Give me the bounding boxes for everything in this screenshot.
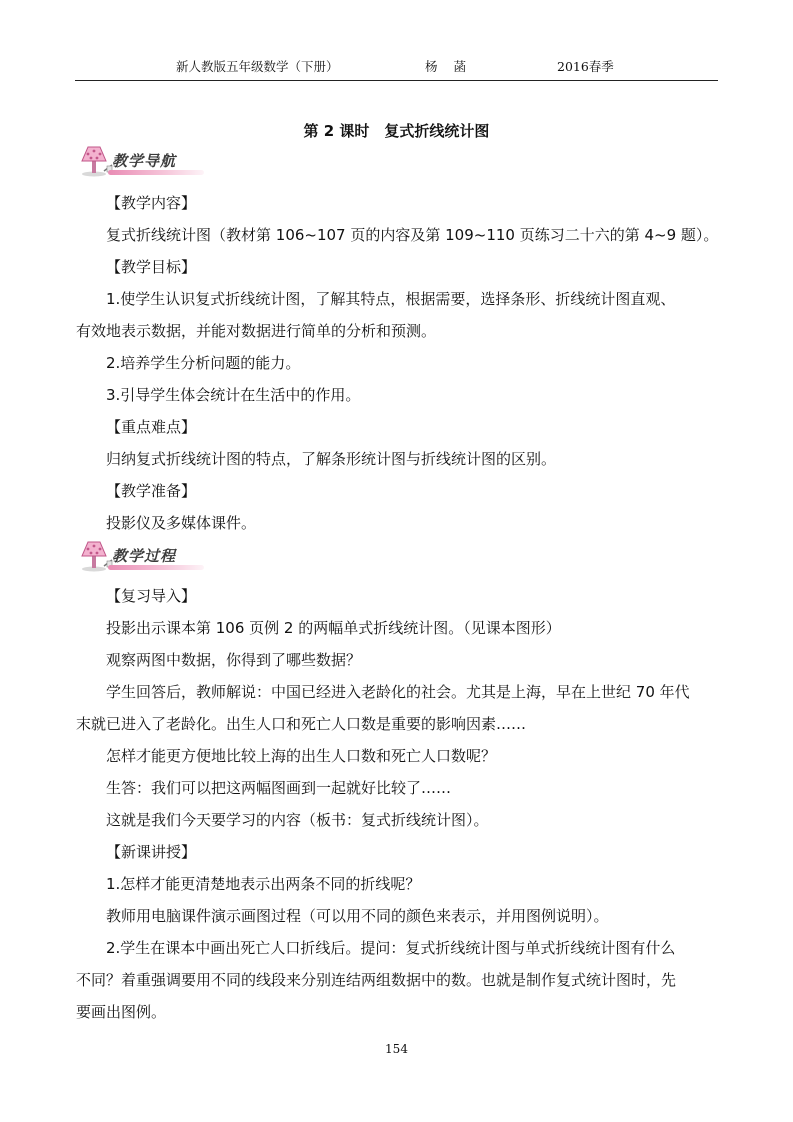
section-teaching-process: [76, 580, 726, 1028]
heading-new-lesson: 【新课讲授】: [106, 843, 197, 861]
banner-label: 教学过程: [112, 547, 177, 565]
paragraph: 怎样才能更方便地比较上海的出生人口数和死亡人口数呢？: [106, 747, 497, 765]
page-number: 154: [385, 1042, 408, 1056]
heading-review-intro: 【复习导入】: [106, 587, 197, 605]
paragraph: 1.怎样才能更清楚地表示出两条不同的折线呢？: [106, 875, 421, 893]
teaching-process-banner: [74, 538, 204, 572]
paragraph: 投影出示课本第 106 页例 2 的两幅单式折线统计图。（见课本图形）: [106, 619, 561, 637]
teaching-guide-banner: [74, 143, 204, 177]
heading-teaching-objectives: 【教学目标】: [106, 258, 197, 276]
paragraph: 学生回答后，教师解说：中国已经进入老龄化的社会。尤其是上海，早在上世纪 70 年代: [106, 683, 690, 701]
page-header: [0, 57, 793, 77]
paragraph: 要画出图例。: [76, 1003, 167, 1021]
paragraph: 这就是我们今天要学习的内容（板书：复式折线统计图）。: [106, 811, 489, 829]
paragraph: 观察两图中数据，你得到了哪些数据？: [106, 651, 362, 669]
heading-teaching-preparation: 【教学准备】: [106, 482, 197, 500]
paragraph: 不同？着重强调要用不同的线段来分别连结两组数据中的数。也就是制作复式统计图时，先: [76, 971, 677, 989]
heading-key-points: 【重点难点】: [106, 418, 197, 436]
lesson-title: 第 2 课时 复式折线统计图: [303, 122, 490, 140]
paragraph: 2.学生在课本中画出死亡人口折线后。提问：复式折线统计图与单式折线统计图有什么: [106, 939, 676, 957]
paragraph: 归纳复式折线统计图的特点，了解条形统计图与折线统计图的区别。: [106, 450, 557, 468]
paragraph: 末就已进入了老龄化。出生人口和死亡人口数是重要的影响因素……: [76, 715, 527, 733]
header-term: 2016春季: [557, 59, 614, 74]
paragraph: 复式折线统计图（教材第 106~107 页的内容及第 109~110 页练习二十六的第 4~9 题）。: [106, 226, 719, 244]
section-teaching-guide: [76, 187, 726, 539]
header-book-title: 新人教版五年级数学（下册）: [176, 59, 339, 74]
heading-teaching-content: 【教学内容】: [106, 194, 197, 212]
paragraph: 教师用电脑课件演示画图过程（可以用不同的颜色来表示，并用图例说明）。: [106, 907, 609, 925]
banner-label: 教学导航: [112, 152, 177, 170]
paragraph: 1.使学生认识复式折线统计图，了解其特点，根据需要，选择条形、折线统计图直观、: [106, 290, 676, 308]
paragraph: 生答：我们可以把这两幅图画到一起就好比较了……: [106, 779, 452, 797]
paragraph: 投影仪及多媒体课件。: [106, 514, 257, 532]
paragraph: 有效地表示数据，并能对数据进行简单的分析和预测。: [76, 322, 437, 340]
paragraph: 2.培养学生分析问题的能力。: [106, 354, 301, 372]
header-rule: [75, 80, 718, 81]
paragraph: 3.引导学生体会统计在生活中的作用。: [106, 386, 361, 404]
header-author: 杨 菡: [425, 59, 472, 74]
